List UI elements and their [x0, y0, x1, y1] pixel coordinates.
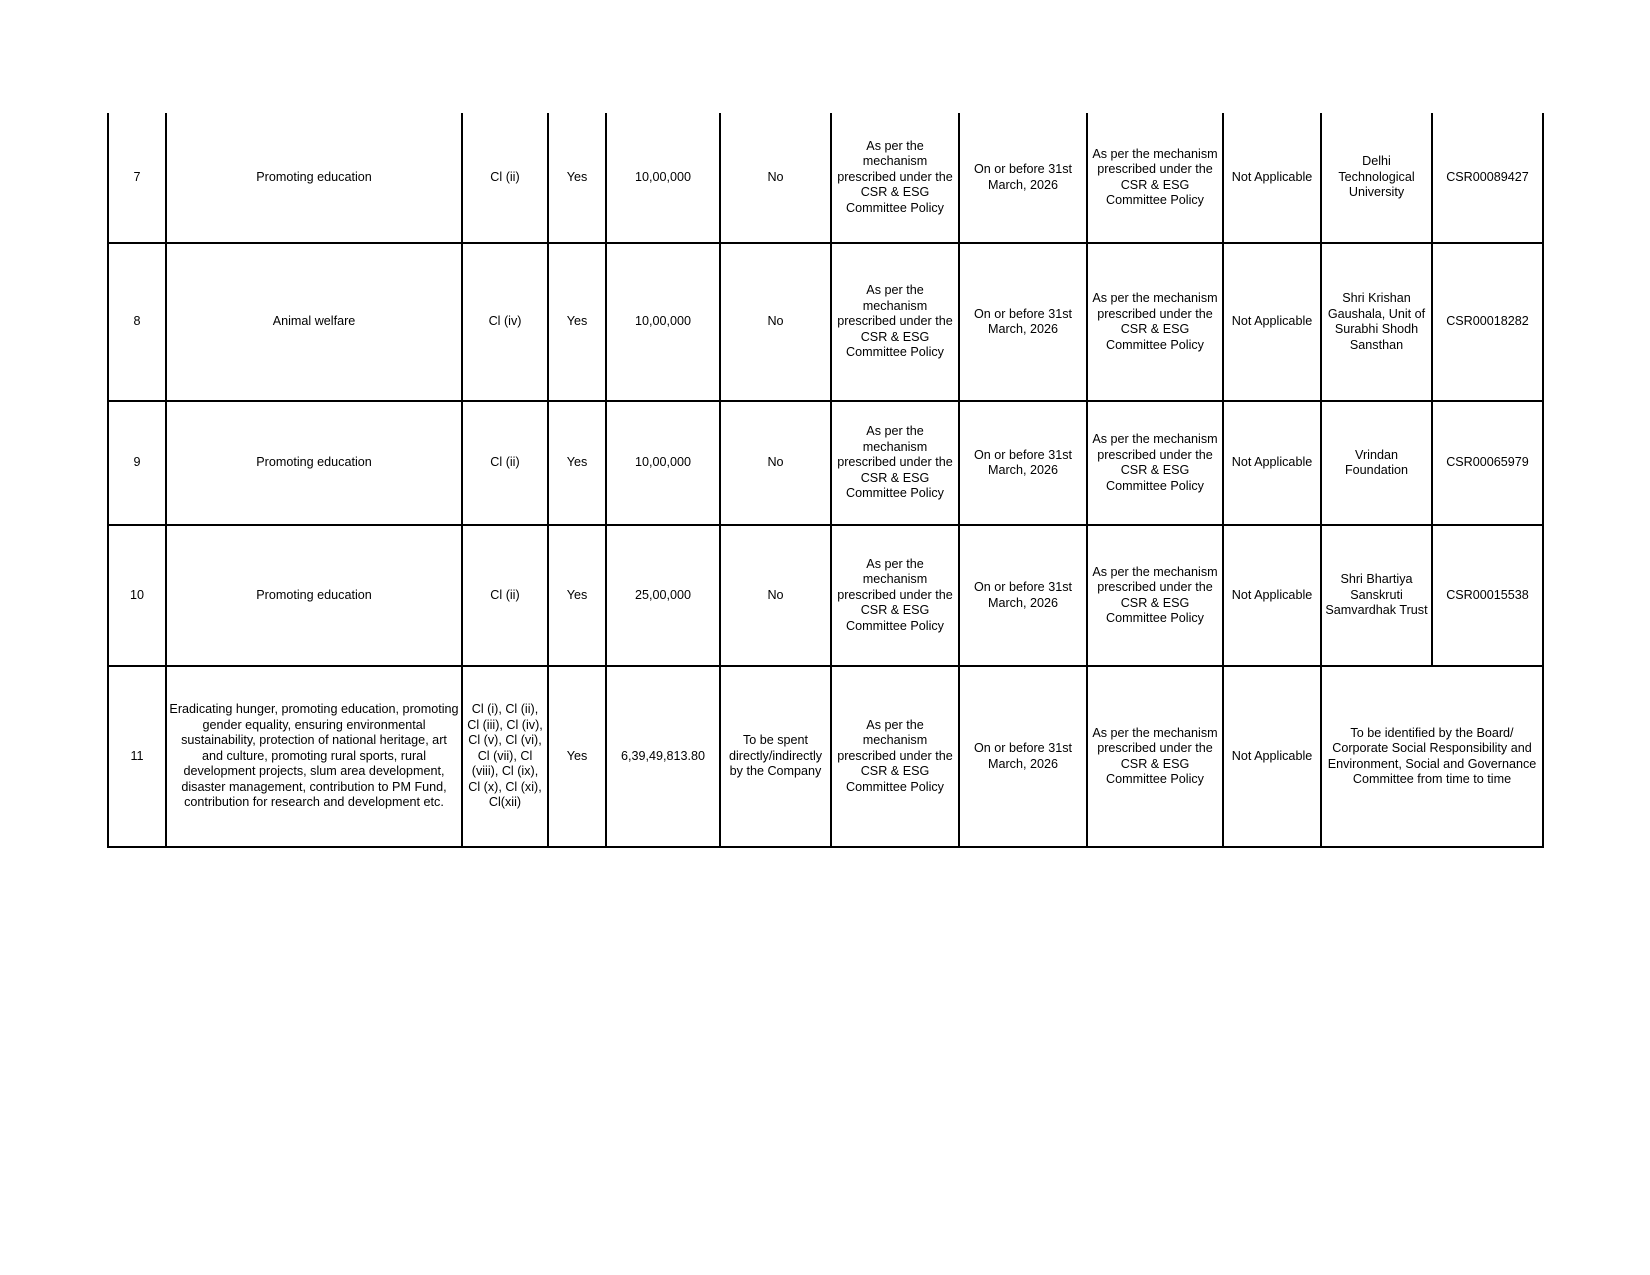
serial-number-cell: 9 — [108, 401, 166, 525]
table-row — [108, 113, 1543, 243]
csr-registration-cell: CSR00018282 — [1432, 243, 1543, 401]
activity-cell: Promoting education — [166, 401, 462, 525]
remarks-cell: Not Applicable — [1223, 525, 1321, 666]
details-of-need-cell: As per the mechanism prescribed under the CSR & ESG Committee Policy — [1087, 525, 1223, 666]
activity-cell: Animal welfare — [166, 243, 462, 401]
amount-cell: 6,39,49,813.80 — [606, 666, 720, 847]
serial-number-cell: 11 — [108, 666, 166, 847]
agency-name-cell: Shri Bhartiya Sanskruti Samvardhak Trust — [1321, 525, 1432, 666]
table-row — [108, 401, 1543, 525]
activity-cell: Eradicating hunger, promoting education, promoting gender equality, ensuring environmental sustainability, protection of national heritage, art and culture, promoting rural sports, rural development projects, slum area development, disaster management, contribution to PM Fund, contribution for research and development etc. — [166, 666, 462, 847]
csr-registration-cell: CSR00015538 — [1432, 525, 1543, 666]
timeline-cell: On or before 31st March, 2026 — [959, 401, 1087, 525]
remarks-cell: Not Applicable — [1223, 666, 1321, 847]
details-of-need-cell: As per the mechanism prescribed under the CSR & ESG Committee Policy — [1087, 666, 1223, 847]
schedule-item-cell: Cl (i), Cl (ii), Cl (iii), Cl (iv), Cl (v), Cl (vi), Cl (vii), Cl (viii), Cl (ix), Cl (x), Cl (xi), Cl(xii) — [462, 666, 548, 847]
local-area-cell: Yes — [548, 525, 606, 666]
csr-projects-table — [107, 113, 1544, 848]
local-area-cell: Yes — [548, 401, 606, 525]
details-of-need-cell: As per the mechanism prescribed under the CSR & ESG Committee Policy — [1087, 401, 1223, 525]
schedule-item-cell: Cl (ii) — [462, 525, 548, 666]
agency-name-cell: Vrindan Foundation — [1321, 401, 1432, 525]
amount-cell: 25,00,000 — [606, 525, 720, 666]
monitoring-cell: As per the mechanism prescribed under the CSR & ESG Committee Policy — [831, 243, 959, 401]
serial-number-cell: 7 — [108, 113, 166, 243]
remarks-cell: Not Applicable — [1223, 401, 1321, 525]
table-row — [108, 243, 1543, 401]
monitoring-cell: As per the mechanism prescribed under the CSR & ESG Committee Policy — [831, 113, 959, 243]
schedule-item-cell: Cl (iv) — [462, 243, 548, 401]
timeline-cell: On or before 31st March, 2026 — [959, 666, 1087, 847]
local-area-cell: Yes — [548, 666, 606, 847]
amount-cell: 10,00,000 — [606, 113, 720, 243]
serial-number-cell: 10 — [108, 525, 166, 666]
monitoring-cell: As per the mechanism prescribed under the CSR & ESG Committee Policy — [831, 666, 959, 847]
csr-registration-cell: CSR00065979 — [1432, 401, 1543, 525]
implementation-mode-cell: No — [720, 243, 831, 401]
activity-cell: Promoting education — [166, 525, 462, 666]
timeline-cell: On or before 31st March, 2026 — [959, 243, 1087, 401]
serial-number-cell: 8 — [108, 243, 166, 401]
local-area-cell: Yes — [548, 113, 606, 243]
agency-combined-cell: To be identified by the Board/ Corporate Social Responsibility and Environment, Social and Governance Committee from time to time — [1321, 666, 1543, 847]
timeline-cell: On or before 31st March, 2026 — [959, 113, 1087, 243]
csr-registration-cell: CSR00089427 — [1432, 113, 1543, 243]
details-of-need-cell: As per the mechanism prescribed under the CSR & ESG Committee Policy — [1087, 243, 1223, 401]
agency-name-cell: Shri Krishan Gaushala, Unit of Surabhi Shodh Sansthan — [1321, 243, 1432, 401]
remarks-cell: Not Applicable — [1223, 113, 1321, 243]
implementation-mode-cell: No — [720, 113, 831, 243]
table-row — [108, 666, 1543, 847]
implementation-mode-cell: To be spent directly/indirectly by the Company — [720, 666, 831, 847]
monitoring-cell: As per the mechanism prescribed under the CSR & ESG Committee Policy — [831, 525, 959, 666]
agency-name-cell: Delhi Technological University — [1321, 113, 1432, 243]
amount-cell: 10,00,000 — [606, 243, 720, 401]
details-of-need-cell: As per the mechanism prescribed under the CSR & ESG Committee Policy — [1087, 113, 1223, 243]
monitoring-cell: As per the mechanism prescribed under the CSR & ESG Committee Policy — [831, 401, 959, 525]
local-area-cell: Yes — [548, 243, 606, 401]
schedule-item-cell: Cl (ii) — [462, 113, 548, 243]
amount-cell: 10,00,000 — [606, 401, 720, 525]
implementation-mode-cell: No — [720, 401, 831, 525]
remarks-cell: Not Applicable — [1223, 243, 1321, 401]
table-row — [108, 525, 1543, 666]
activity-cell: Promoting education — [166, 113, 462, 243]
implementation-mode-cell: No — [720, 525, 831, 666]
timeline-cell: On or before 31st March, 2026 — [959, 525, 1087, 666]
schedule-item-cell: Cl (ii) — [462, 401, 548, 525]
